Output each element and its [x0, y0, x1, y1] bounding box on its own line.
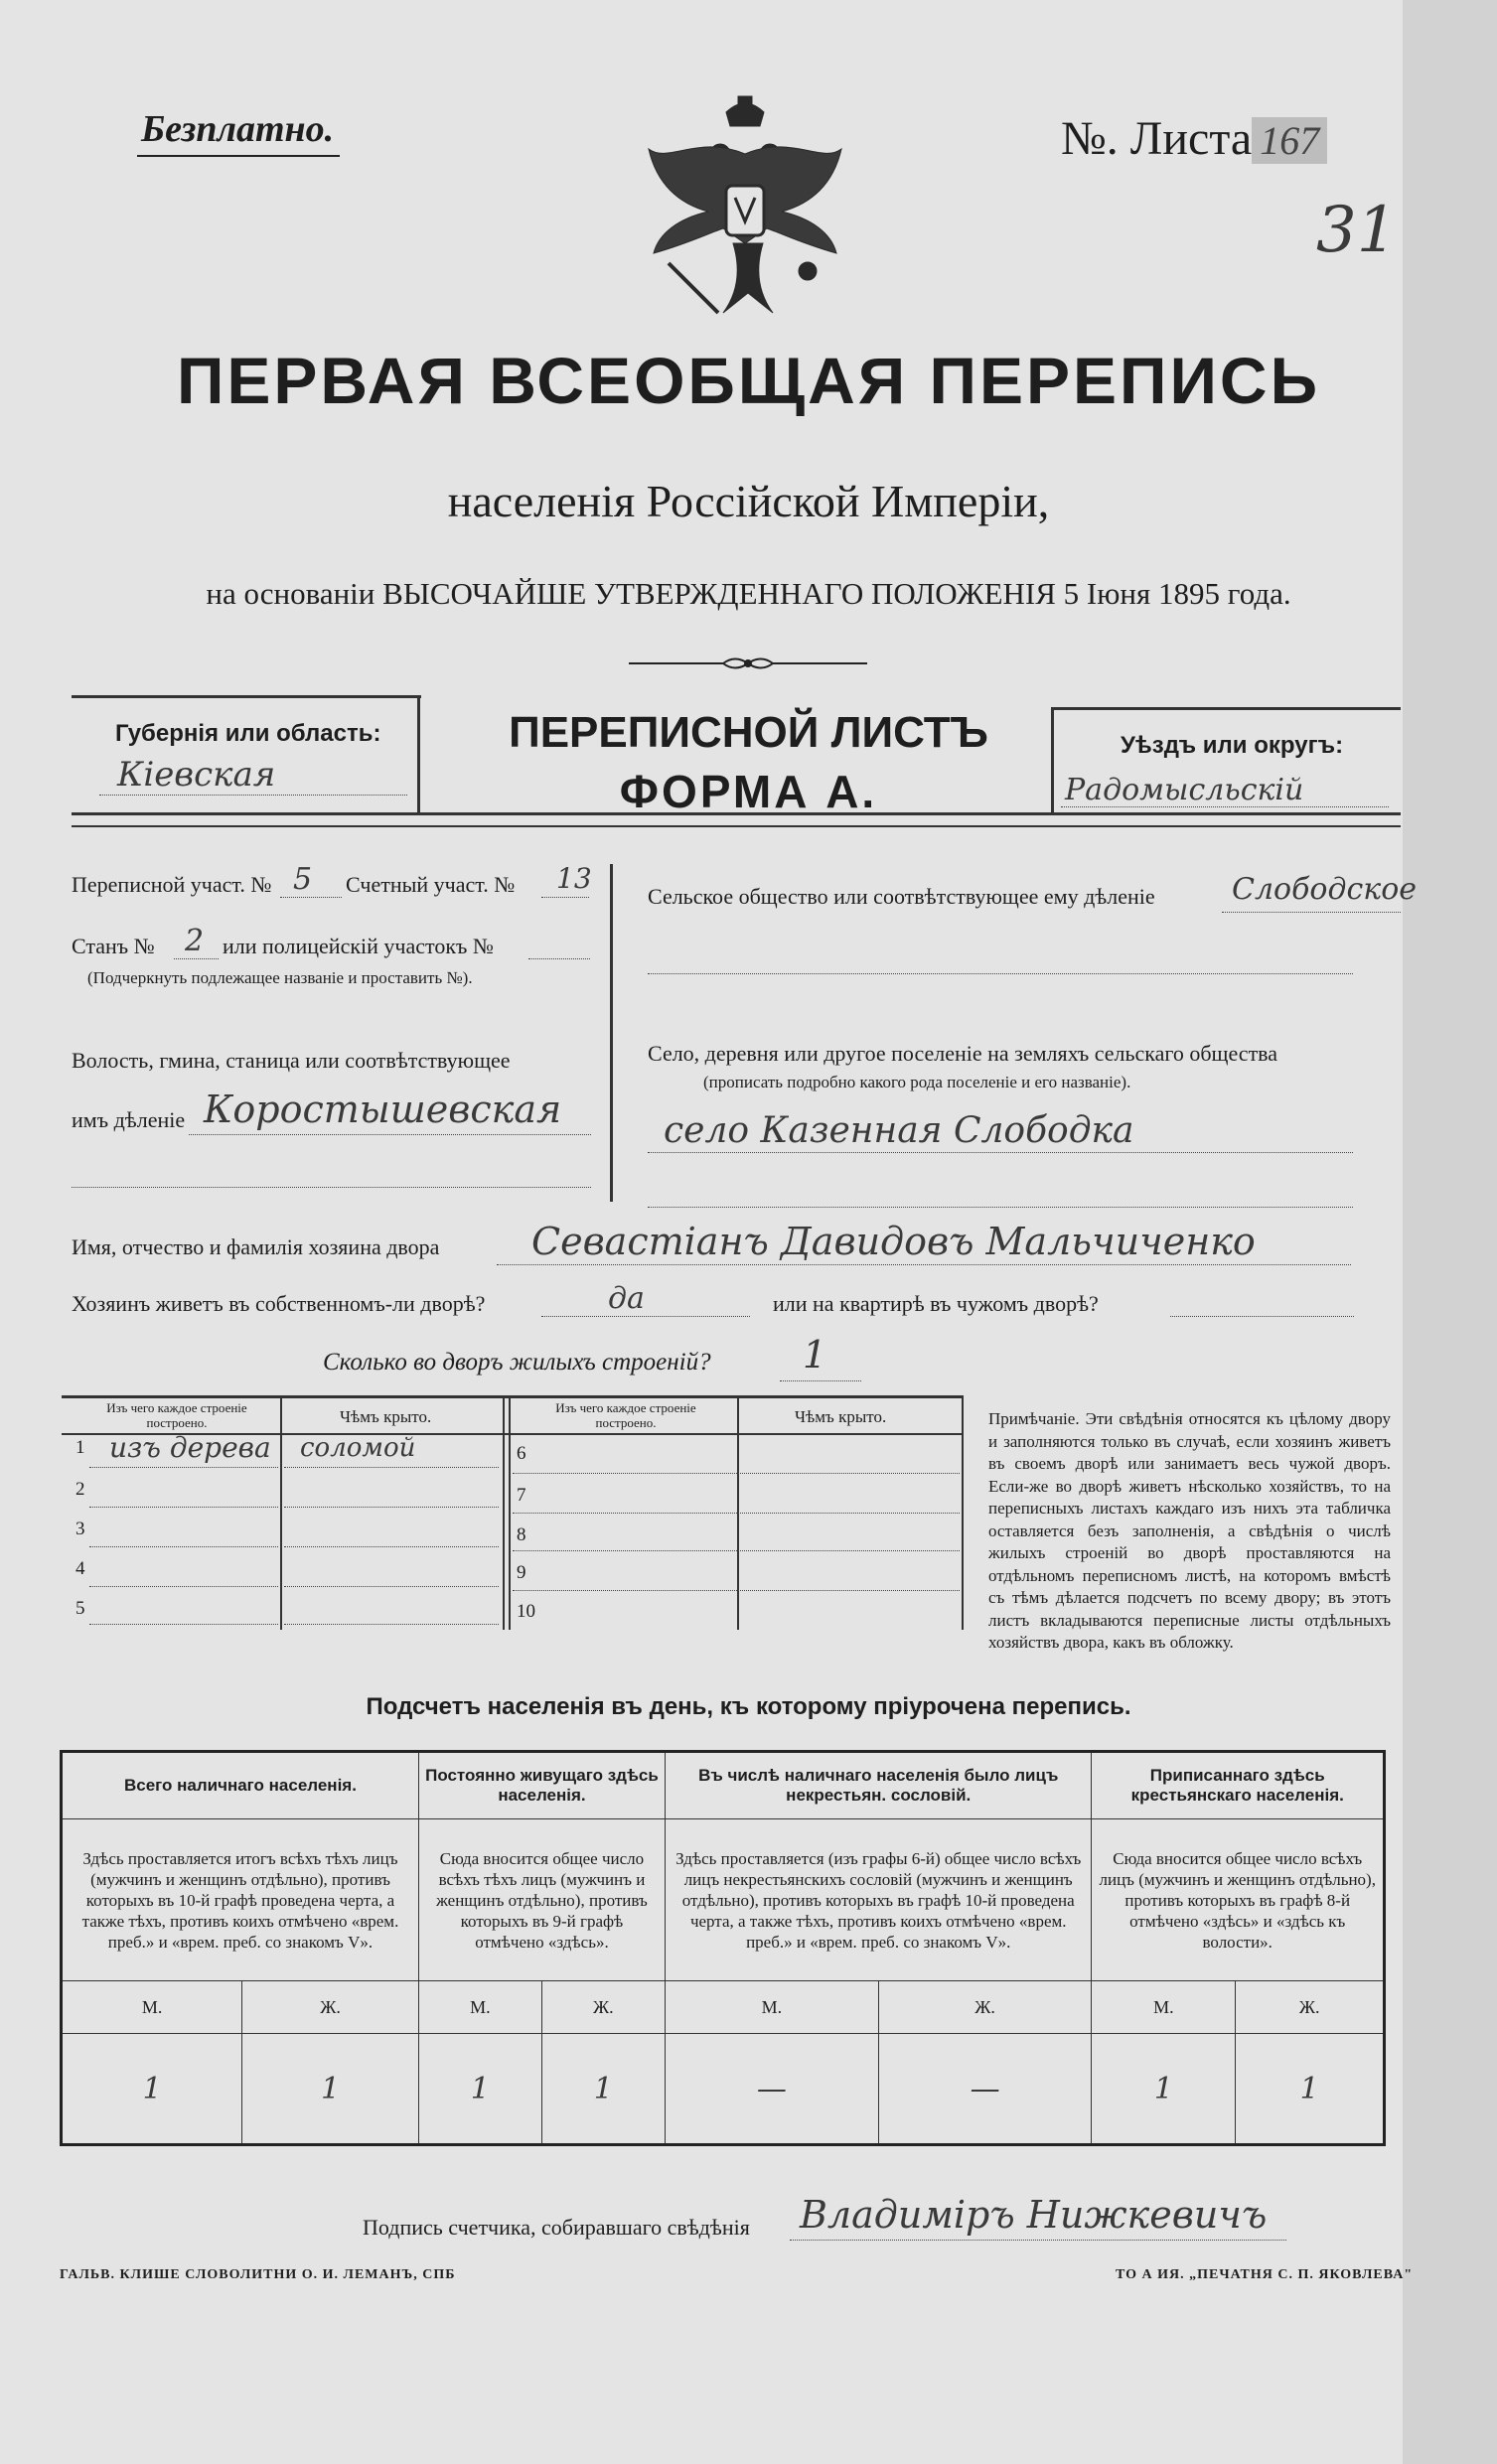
- owner-name-label: Имя, отчество и фамилія хозяина двора: [72, 1234, 440, 1259]
- col-material-left: Изъ чего каждое строеніе построено.: [106, 1400, 247, 1430]
- male-value: 1: [62, 2034, 242, 2145]
- volost-label: Волость, гмина, станица или соотвѣтствующее: [72, 1048, 511, 1073]
- col-heading: Постоянно живущаго здѣсь населенія.: [418, 1752, 665, 1819]
- col-heading: Приписаннаго здѣсь крестьянскаго населенія.: [1092, 1752, 1385, 1819]
- fill-line: [780, 1380, 861, 1381]
- free-label: Безплатно.: [137, 107, 340, 157]
- row-number: 10: [517, 1601, 535, 1622]
- fill-line: [1061, 806, 1389, 807]
- census-subtitle: населенія Россійской Имперіи,: [447, 476, 1050, 526]
- row-number: 9: [517, 1562, 526, 1583]
- col-roof-right: Чѣмъ крыто.: [795, 1407, 887, 1426]
- row-number: 2: [75, 1479, 85, 1500]
- sheet-number: [1061, 111, 1327, 166]
- male-label: М.: [62, 1981, 242, 2034]
- guberniya-label: Губернія или область:: [115, 720, 381, 747]
- fill-line: [497, 1264, 1351, 1265]
- population-title: Подсчетъ населенія въ день, къ которому пріурочена перепись.: [366, 1693, 1131, 1720]
- fill-line: [648, 973, 1353, 974]
- village-label: Село, деревня или другое поселеніе на земляхъ сельскаго общества: [648, 1041, 1278, 1066]
- col-description: Сюда вносится общее число всѣхъ тѣхъ лицъ (мужчинъ и женщинъ отдѣльно), противъ которыхъ въ 9-й графѣ отмѣчено «здѣсь».: [418, 1819, 665, 1981]
- row-number: 6: [517, 1443, 526, 1464]
- female-value: —: [878, 2034, 1092, 2145]
- row-number: 3: [75, 1519, 85, 1539]
- buildings-note: Примѣчаніе. Эти свѣдѣнія относятся къ цѣлому двору и заполняются только въ случаѣ, если хозяинъ живетъ въ своемъ дворѣ или занимаетъ весь чужой дворъ. Если-же во дворѣ живетъ нѣсколько хозяйствъ, то на переписныхъ листахъ каждаго изъ нихъ эта табличка оставляется безъ заполненія, а свѣдѣнія о числѣ жилыхъ строеній во дворѣ проставляются на отдѣльномъ переписномъ листѣ, на которомъ вмѣстѣ съ тѣмъ дѣлается подсчетъ по всему двору; въ этотъ листъ вкладываются переписные листы отдѣльныхъ хозяйствъ двора, какъ въ обложку.: [988, 1409, 1391, 1652]
- population-table: [60, 1750, 1386, 2146]
- village-note: (прописать подробно какого рода поселеніе и его названіе).: [703, 1073, 1131, 1091]
- sheet-label: №. Листа: [1061, 112, 1253, 165]
- village-value: село Казенная Слободка: [664, 1110, 1134, 1151]
- row1-roof: соломой: [300, 1433, 416, 1463]
- uezd-value: Радомысльскій: [1065, 773, 1304, 807]
- row1-material: изъ дерева: [109, 1431, 271, 1464]
- footer-left-imprint: ГАЛЬВ. КЛИШЕ СЛОВОЛИТНИ О. И. ЛЕМАНЪ, СПБ: [60, 2267, 456, 2282]
- row-number: 8: [517, 1524, 526, 1545]
- buildings-label: Сколько во дворъ жилыхъ строеній?: [323, 1349, 711, 1376]
- fill-line: [541, 1316, 750, 1317]
- male-label: М.: [418, 1981, 541, 2034]
- margin-number-handwritten: 31: [1316, 194, 1398, 267]
- owner-name-value: Севастіанъ Давидовъ Мальчиченко: [531, 1220, 1256, 1263]
- fill-line: [1170, 1316, 1354, 1317]
- fill-line: [174, 958, 219, 959]
- signature-label: Подпись счетчика, собиравшаго свѣдѣнія: [363, 2215, 750, 2240]
- rule: [72, 825, 1401, 827]
- divider-ornament-icon: [629, 652, 867, 674]
- female-label: Ж.: [1236, 1981, 1385, 2034]
- guberniya-value: Кіевская: [117, 755, 276, 795]
- rented-label: или на квартирѣ въ чужомъ дворѣ?: [773, 1291, 1099, 1316]
- fill-line: [189, 1134, 591, 1135]
- fill-line: [648, 1207, 1353, 1208]
- volost-value: Коростышевская: [204, 1087, 562, 1131]
- imperial-eagle-emblem-icon: [639, 94, 852, 333]
- female-label: Ж.: [541, 1981, 665, 2034]
- stan-value: 2: [185, 924, 205, 958]
- buildings-value: 1: [803, 1333, 827, 1377]
- male-label: М.: [1092, 1981, 1236, 2034]
- female-label: Ж.: [878, 1981, 1092, 2034]
- male-value: —: [665, 2034, 878, 2145]
- own-yard-value: да: [608, 1281, 645, 1316]
- fill-line: [648, 1152, 1353, 1153]
- rule: [72, 695, 421, 698]
- female-value: 1: [541, 2034, 665, 2145]
- col-description: Здѣсь проставляется (изъ графы 6-й) общее число всѣхъ лицъ некрестьянскихъ сословій (мужчинъ и женщинъ отдѣльно), противъ которыхъ въ графѣ 10-й проведена черта, а также тѣхъ, противъ коихъ отмѣчено «врем. преб.» и «врем. преб. со знакомъ V».: [665, 1819, 1091, 1981]
- police-label: или полицейскій участокъ №: [223, 934, 494, 958]
- footer-right-imprint: ТО А ИЯ. „ПЕЧАТНЯ С. П. ЯКОВЛЕВА": [1116, 2267, 1414, 2282]
- signature-value: Владиміръ Нижкевичъ: [800, 2193, 1268, 2237]
- count-section-value: 13: [556, 862, 592, 895]
- society-label: Сельское общество или соотвѣтствующее ему дѣленіе: [648, 884, 1155, 909]
- fill-line: [72, 1187, 591, 1188]
- count-section-label: Счетный участ. №: [346, 872, 516, 897]
- male-label: М.: [665, 1981, 878, 2034]
- society-value: Слободское: [1232, 872, 1418, 907]
- col-heading: Въ числѣ наличнаго населенія было лицъ некрестьян. сословій.: [665, 1752, 1091, 1819]
- sheet-number-handwritten: 167: [1252, 117, 1327, 164]
- fill-line: [280, 897, 342, 898]
- volost-label-2: имъ дѣленіе: [72, 1107, 186, 1132]
- fill-line: [790, 2240, 1286, 2241]
- col-material-right: Изъ чего каждое строеніе построено.: [555, 1400, 696, 1430]
- form-subtitle: ФОРМА А.: [619, 766, 878, 817]
- stan-note: (Подчеркнуть подлежащее названіе и проставить №).: [87, 968, 473, 987]
- row-number: 4: [75, 1558, 85, 1579]
- col-description: Сюда вносится общее число всѣхъ лицъ (мужчинъ и женщинъ отдѣльно), противъ которыхъ въ графѣ 8-й отмѣчено «здѣсь» и «здѣсь къ волости».: [1092, 1819, 1385, 1981]
- census-basis: на основаніи ВЫСОЧАЙШЕ УТВЕРЖДЕННАГО ПОЛОЖЕНІЯ 5 Іюня 1895 года.: [206, 576, 1291, 611]
- col-description: Здѣсь проставляется итогъ всѣхъ тѣхъ лицъ (мужчинъ и женщинъ отдѣльно), противъ которыхъ въ 10-й графѣ проведена черта, а также тѣхъ, противъ коихъ отмѣчено «врем. преб.» и «врем. преб. со знакомъ V».: [62, 1819, 419, 1981]
- col-heading: Всего наличнаго населенія.: [62, 1752, 419, 1819]
- male-value: 1: [418, 2034, 541, 2145]
- uezd-label: Уѣздъ или округъ:: [1121, 732, 1344, 759]
- female-label: Ж.: [242, 1981, 419, 2034]
- form-title: ПЕРЕПИСНОЙ ЛИСТЪ: [509, 708, 988, 757]
- male-value: 1: [1092, 2034, 1236, 2145]
- own-yard-label: Хозяинъ живетъ въ собственномъ-ли дворѣ?: [72, 1291, 486, 1316]
- fill-line: [541, 897, 589, 898]
- buildings-table: [62, 1395, 964, 1630]
- col-roof-left: Чѣмъ крыто.: [340, 1407, 432, 1426]
- row-number: 5: [75, 1598, 85, 1619]
- column-divider: [610, 864, 613, 1202]
- fill-line: [1222, 912, 1401, 913]
- row-number: 7: [517, 1485, 526, 1506]
- census-section-label: Переписной участ. №: [72, 872, 272, 897]
- fill-line: [528, 958, 590, 959]
- row-number: 1: [75, 1437, 85, 1458]
- census-section-value: 5: [293, 862, 313, 897]
- census-title: ПЕРВАЯ ВСЕОБЩАЯ ПЕРЕПИСЬ: [176, 344, 1321, 417]
- female-value: 1: [242, 2034, 419, 2145]
- stan-label: Станъ №: [72, 934, 155, 958]
- female-value: 1: [1236, 2034, 1385, 2145]
